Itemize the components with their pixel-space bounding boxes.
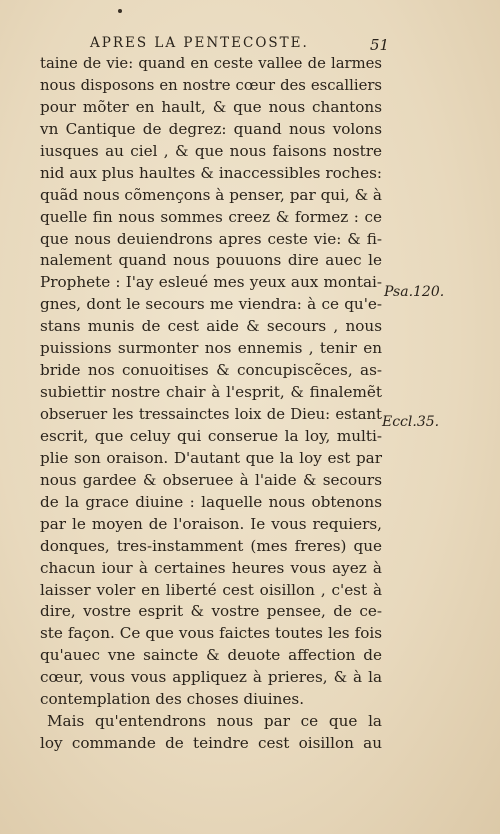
text-line: bride nos conuoitises & concupiscẽces, as- [40,361,382,380]
text-line: ste façon. Ce que vous faictes toutes les fois [40,624,382,643]
text-line: nous gardee & obseruee à l'aide & secours [40,470,382,489]
text-line: plie son oraison. D'autant que la loy est par [40,448,382,467]
text-line: escrit, que celuy qui conserue la loy, multi- [40,426,382,445]
page-number: 51 [370,36,390,54]
text-line: pour mõter en hault, & que nous chantons [40,97,382,116]
text-line: par le moyen de l'oraison. Ie vous requiers, [40,514,382,533]
text-line: chacun iour à certaines heures vous ayez à [40,558,382,577]
margin-note: Eccl.35. [382,414,440,430]
text-line: loy commande de teindre cest oisillon au [40,734,382,753]
text-line: cœur, vous vous appliquez à prieres, & à la [40,668,382,687]
text-line: dire, vostre esprit & vostre pensee, de ce- [40,602,382,621]
text-line: de la grace diuine : laquelle nous obtenons [40,492,382,511]
ink-dot [118,9,122,13]
text-line: gnes, dont le secours me viendra: à ce qu'e- [40,295,382,314]
text-line: subiettir nostre chair à l'esprit, & finalemẽt [40,383,382,402]
text-line: obseruer les tressainctes loix de Dieu: estant [40,406,382,423]
text-line: nous disposons en nostre cœur des escalliers [40,76,382,94]
text-line: Prophete : I'ay esleué mes yeux aux montai- [40,273,382,292]
body-text [40,53,382,755]
text-line: nid aux plus haultes & inaccessibles roches: [40,163,382,182]
text-line: stans munis de cest aide & secours , nous [40,317,382,336]
text-line: donques, tres-instamment (mes freres) que [40,536,382,555]
text-line: nalement quand nous pouuons dire auec le [40,251,382,270]
text-line: Mais qu'entendrons nous par ce que la [47,712,382,731]
text-line: contemplation des choses diuines. [40,690,305,709]
text-line: laisser voler en liberté cest oisillon , c'est à [40,580,382,599]
text-line: vn Cantique de degrez: quand nous volons [40,119,382,138]
text-line: puissions surmonter nos ennemis , tenir en [40,339,382,358]
text-line: taine de vie: quand en ceste vallee de larmes [40,55,382,72]
text-line: iusques au ciel , & que nous faisons nostre [40,141,382,160]
text-line: que nous deuiendrons apres ceste vie: & fi- [40,229,382,248]
margin-note: Psa.120. [384,284,445,300]
text-line: quãd nous cõmençons à penser, par qui, & à [40,185,382,204]
text-line: qu'auec vne saincte & deuote affection de [40,646,382,665]
running-head: APRES LA PENTECOSTE. [90,35,309,51]
text-line: quelle fin nous sommes creez & formez : ce [40,207,382,226]
